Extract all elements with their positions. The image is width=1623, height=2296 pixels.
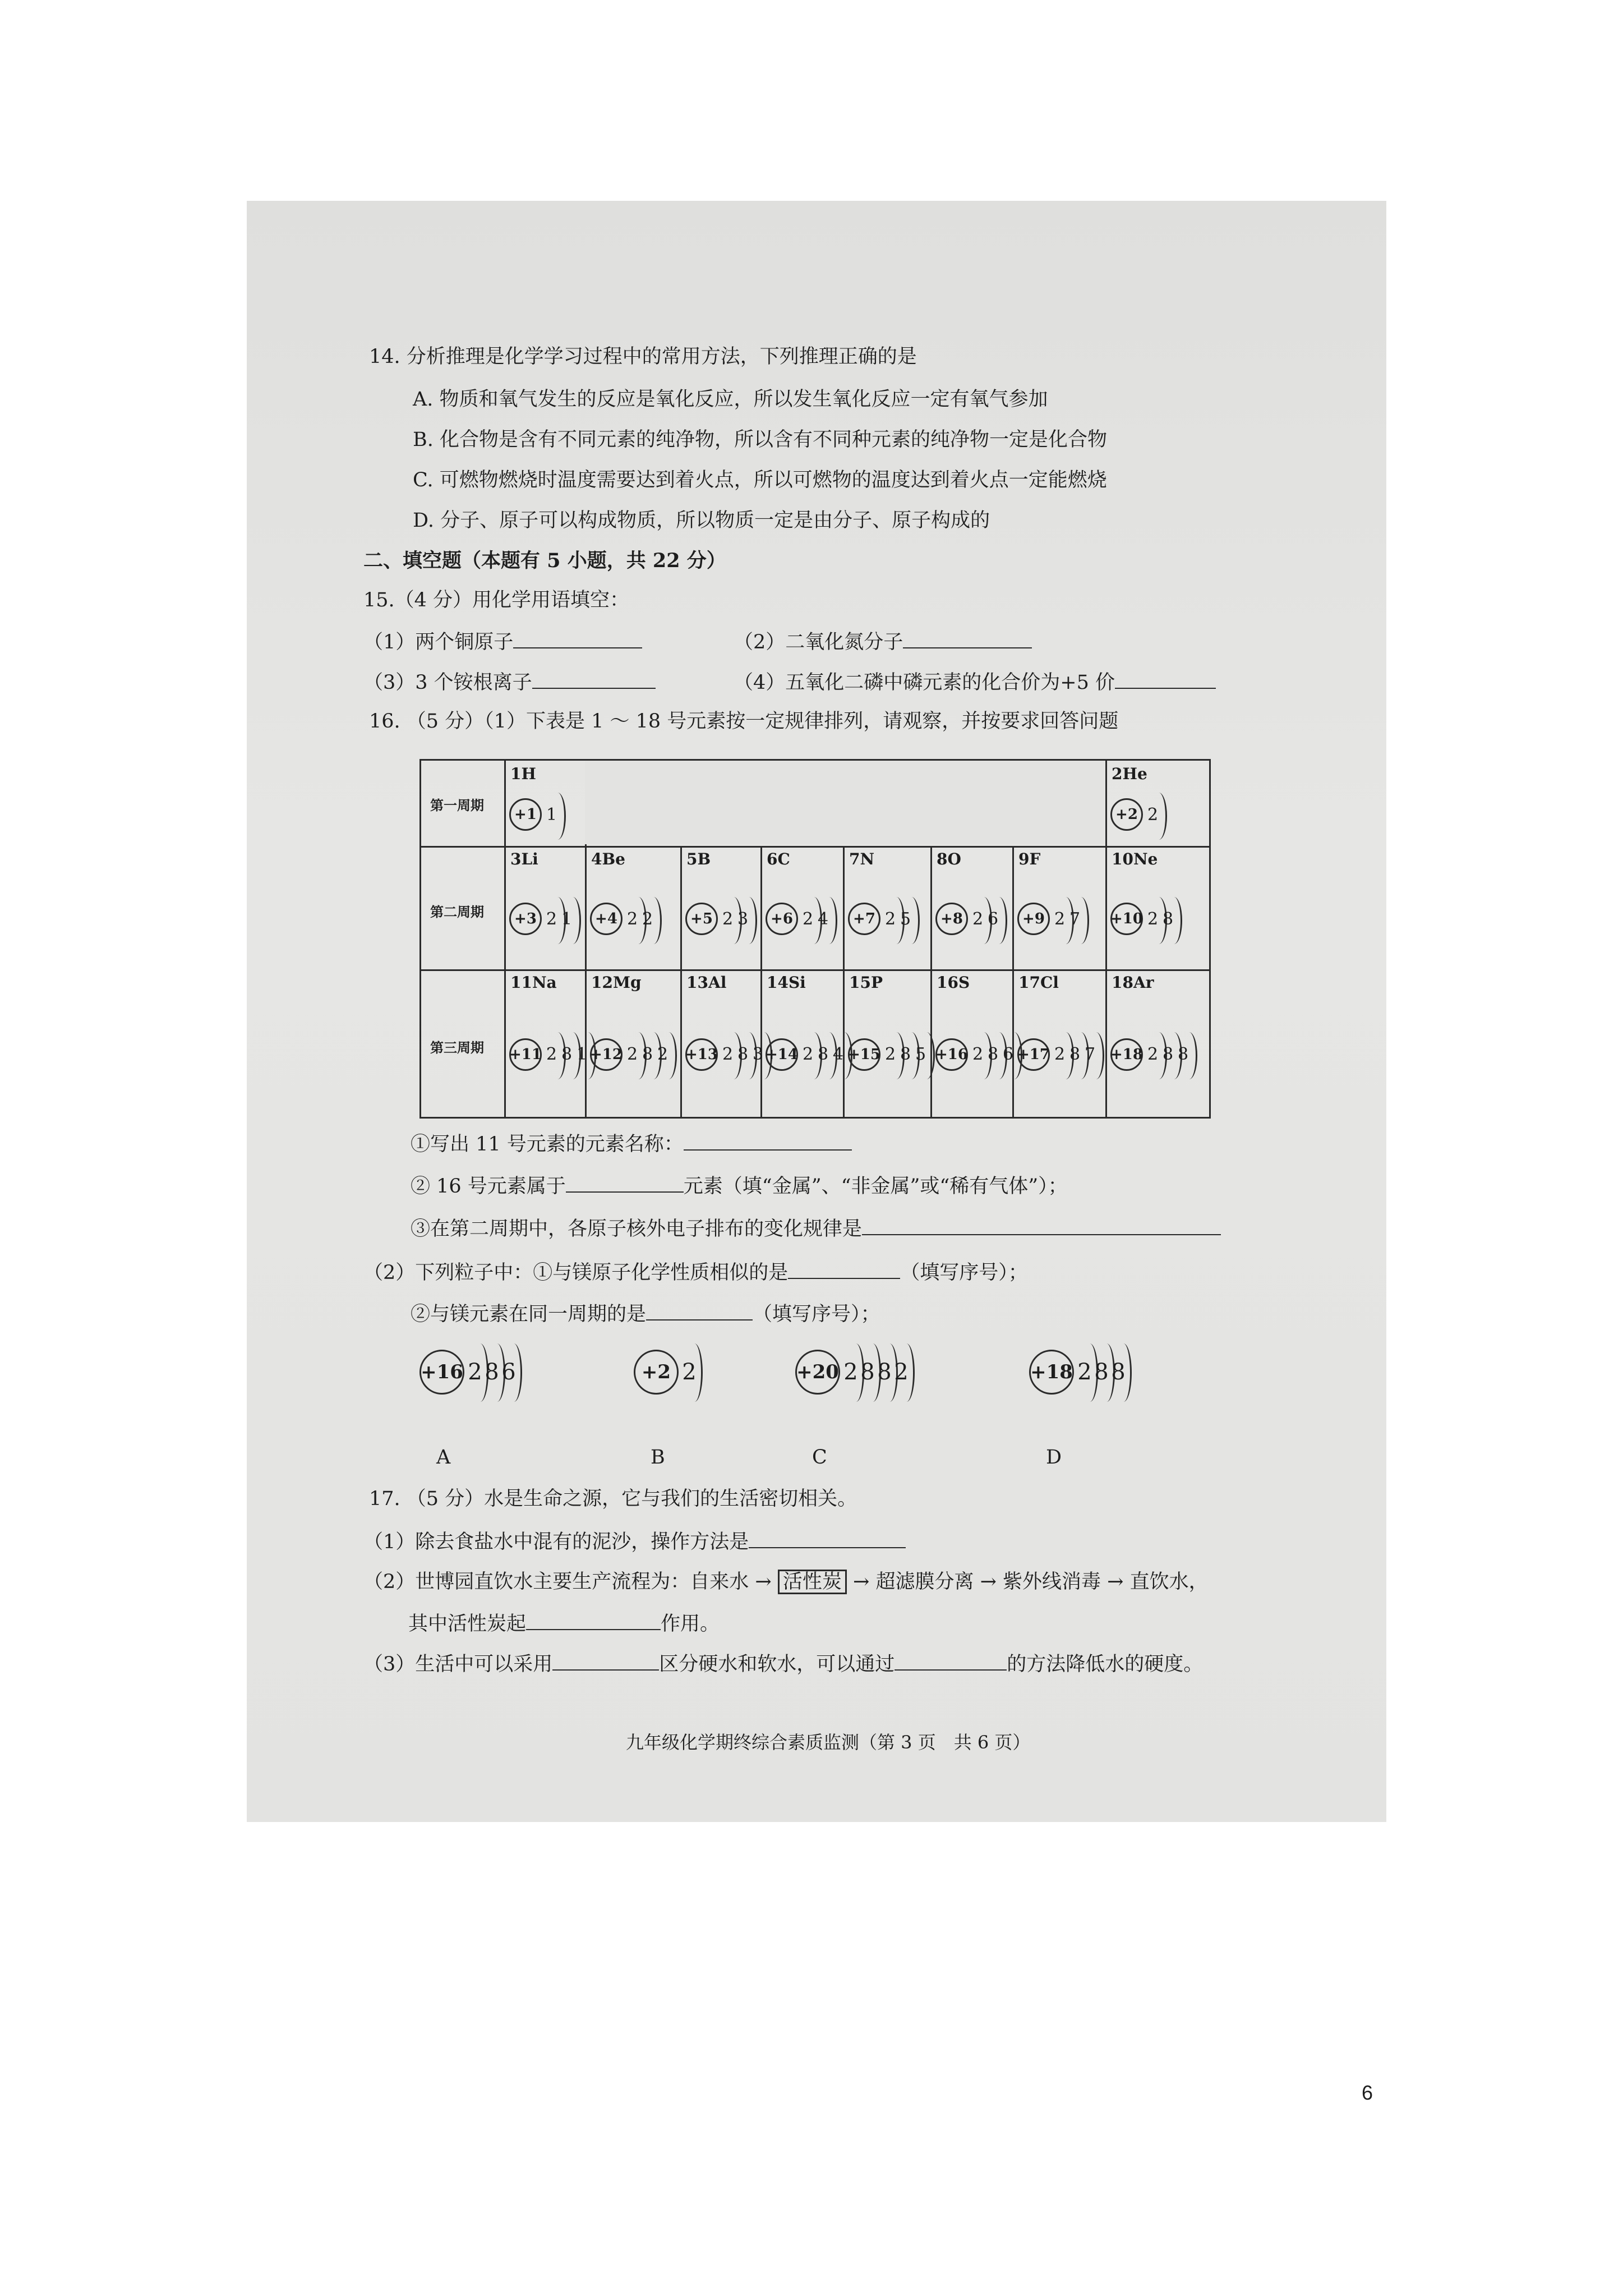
electron-shell-count: 2 [1145, 909, 1160, 929]
nucleus-charge: +15 [848, 1038, 880, 1071]
atom-structure-diagram [766, 1038, 846, 1071]
shell-arc [1115, 1343, 1132, 1402]
q14-option-d: D. 分子、原子可以构成物质，所以物质一定是由分子、原子构成的 [413, 509, 990, 532]
electron-shell-count: 8 [1160, 1045, 1175, 1064]
electron-shell-count: 2 [970, 909, 985, 929]
electron-shell-count: 8 [1160, 909, 1175, 929]
element-cell [587, 848, 680, 969]
element-cell [506, 971, 588, 1117]
atom-structure-diagram [766, 903, 831, 935]
q14-option-b: B. 化合物是含有不同元素的纯净物，所以含有不同种元素的纯净物一定是化合物 [413, 429, 1107, 451]
nucleus-charge: +2 [634, 1350, 679, 1395]
atom-structure-diagram [1017, 1038, 1098, 1071]
q15-item-4: （4）五氧化二磷中磷元素的化合价为+5 价 [734, 669, 1216, 695]
electron-shell-count: 8 [898, 1045, 913, 1064]
electron-shell-count: 2 [1076, 1359, 1093, 1385]
electron-shell-count: 5 [898, 909, 913, 929]
atom-structure-diagram [590, 903, 655, 935]
shell-arc [1088, 1032, 1104, 1079]
atom-structure-diagram [1110, 798, 1160, 831]
nucleus-charge: +9 [1017, 903, 1050, 935]
shell-arc [991, 897, 1007, 944]
period-label: 第三周期 [430, 1039, 484, 1056]
q16-sub2: ② 16 号元素属于 元素（填“金属”、“非金属”或“稀有气体”）； [411, 1172, 1068, 1199]
element-symbol: 17Cl [1018, 973, 1059, 992]
electron-shell-count: 6 [985, 909, 1000, 929]
electron-shell-count: 2 [883, 909, 898, 929]
shell-arc [821, 897, 837, 944]
q15-item-3: （3）3 个铵根离子 [363, 669, 656, 695]
element-symbol: 16S [937, 973, 970, 992]
electron-shell-count: 2 [1145, 1045, 1160, 1064]
q14-stem: 14. 分析推理是化学学习过程中的常用方法，下列推理正确的是 [369, 346, 917, 368]
element-cell [762, 848, 843, 969]
atom-structure-diagram [419, 1350, 517, 1395]
nucleus-charge: +8 [935, 903, 968, 935]
q15-item-1: （1）两个铜原子 [363, 628, 642, 655]
element-symbol: 11Na [510, 973, 557, 992]
q16-sub3: ③在第二周期中，各原子核外电子排布的变化规律是 [411, 1215, 1221, 1241]
empty-period-1-gap [585, 761, 1105, 844]
element-symbol: 6C [767, 850, 790, 868]
electron-shell-count: 8 [640, 1045, 655, 1064]
electron-shell-count: 8 [559, 1045, 574, 1064]
element-symbol: 10Ne [1112, 850, 1158, 868]
q16-part2b: ②与镁元素在同一周期的是 （填写序号）； [411, 1300, 880, 1327]
electron-shell-count: 2 [893, 1359, 910, 1385]
atom-structure-diagram [509, 903, 574, 935]
nucleus-charge: +3 [509, 903, 542, 935]
element-cell [932, 971, 1012, 1117]
electron-shell-count: 3 [735, 909, 750, 929]
q16-stem: 16. （5 分）（1）下表是 1 ～ 18 号元素按一定规律排列，请观察，并按要求回答问题 [369, 710, 1119, 733]
shell-arc [741, 897, 757, 944]
electron-shell-count: 2 [720, 909, 735, 929]
electron-shell-count: 2 [970, 1045, 985, 1064]
electron-shell-count: 8 [859, 1359, 876, 1385]
element-cell [587, 971, 680, 1117]
electron-shell-count: 1 [559, 909, 574, 929]
element-cell [932, 848, 1012, 969]
nucleus-charge: +17 [1017, 1038, 1050, 1071]
shell-arc [686, 1343, 703, 1402]
electron-shell-count: 8 [985, 1045, 1000, 1064]
electron-shell-count: 8 [483, 1359, 500, 1385]
nucleus-charge: +6 [766, 903, 798, 935]
element-cell [506, 762, 585, 846]
element-cell [1014, 848, 1105, 969]
q15-stem: 15.（4 分）用化学用语填空： [363, 589, 630, 611]
electron-shell-count: 7 [1067, 909, 1082, 929]
element-symbol: 18Ar [1112, 973, 1154, 992]
q16-sub1: ①写出 11 号元素的元素名称： [411, 1130, 852, 1157]
element-symbol: 4Be [591, 850, 625, 868]
nucleus-charge: +18 [1110, 1038, 1143, 1071]
electron-shell-count: 2 [842, 1359, 859, 1385]
atom-structure-diagram [1110, 1038, 1191, 1071]
atom-structure-diagram [509, 798, 559, 831]
nucleus-charge: +13 [685, 1038, 718, 1071]
electron-shell-count: 8 [1110, 1359, 1127, 1385]
electron-shell-count: 2 [720, 1045, 735, 1064]
electron-shell-count: 2 [655, 1045, 670, 1064]
electron-shell-count: 8 [1175, 1045, 1191, 1064]
shell-arc [565, 897, 581, 944]
nucleus-charge: +12 [590, 1038, 623, 1071]
element-cell [1014, 971, 1105, 1117]
q15-item-2: （2）二氧化氮分子 [734, 628, 1032, 655]
electron-shell-count: 2 [800, 1045, 815, 1064]
nucleus-charge: +4 [590, 903, 623, 935]
atom-structure-diagram [935, 1038, 1016, 1071]
electron-shell-count: 6 [1000, 1045, 1016, 1064]
element-symbol: 5B [686, 850, 711, 868]
nucleus-charge: +16 [935, 1038, 968, 1071]
atom-structure-diagram [848, 903, 913, 935]
activated-carbon-box: 活性炭 [778, 1570, 847, 1594]
scanned-exam-page [247, 201, 1386, 1822]
shell-arc [1073, 897, 1089, 944]
period-label: 第一周期 [430, 797, 484, 813]
electron-shell-count: 2 [800, 909, 815, 929]
electron-shell-count: 2 [1052, 1045, 1067, 1064]
electron-shell-count: 8 [1093, 1359, 1110, 1385]
shell-arc [1181, 1032, 1197, 1079]
element-symbol: 2He [1112, 765, 1147, 783]
electron-shell-count: 8 [1067, 1045, 1082, 1064]
atom-structure-diagram [509, 1038, 589, 1071]
page-footer: 九年级化学期终综合素质监测（第 3 页 共 6 页） [626, 1732, 1031, 1753]
element-symbol: 12Mg [591, 973, 642, 992]
electron-shell-count: 2 [1052, 909, 1067, 929]
q17-part3: （3）生活中可以采用 区分硬水和软水，可以通过 的方法降低水的硬度。 [363, 1650, 1203, 1677]
electron-shell-count: 7 [1082, 1045, 1098, 1064]
electron-shell-count: 5 [913, 1045, 928, 1064]
q16-part2a: （2）下列粒子中：①与镁原子化学性质相似的是 （填写序号）； [363, 1259, 1028, 1285]
element-cell [682, 971, 764, 1117]
particle-label: A [436, 1446, 451, 1469]
atom-structure-diagram [685, 1038, 766, 1071]
particle-label: D [1046, 1446, 1062, 1469]
shell-arc [1151, 793, 1167, 840]
particle-label: C [812, 1446, 827, 1469]
electron-shell-count: 8 [735, 1045, 750, 1064]
element-cell [506, 848, 585, 969]
nucleus-charge: +16 [419, 1350, 464, 1395]
nucleus-charge: +2 [1110, 798, 1143, 831]
nucleus-charge: +5 [685, 903, 718, 935]
element-symbol: 7N [849, 850, 875, 868]
q17-part2: （2）世博园直饮水主要生产流程为：自来水 → 活性炭 → 超滤膜分离 → 紫外线消毒 → 直饮水， [363, 1571, 1209, 1593]
element-cell [682, 848, 760, 969]
shell-arc [903, 897, 920, 944]
shell-arc [898, 1343, 915, 1402]
electron-shell-count: 2 [625, 1045, 640, 1064]
nucleus-charge: +1 [509, 798, 542, 831]
electron-shell-count: 8 [876, 1359, 893, 1385]
electron-shell-count: 2 [681, 1359, 698, 1385]
shell-arc [506, 1343, 522, 1402]
atom-structure-diagram [1029, 1350, 1127, 1395]
element-symbol: 13Al [686, 973, 727, 992]
nucleus-charge: +11 [509, 1038, 542, 1071]
shell-arc [645, 897, 662, 944]
nucleus-charge: +10 [1110, 903, 1143, 935]
element-symbol: 9F [1018, 850, 1041, 868]
q17-stem: 17. （5 分）水是生命之源，它与我们的生活密切相关。 [369, 1488, 857, 1510]
atom-structure-diagram [795, 1350, 910, 1395]
element-symbol: 3Li [510, 850, 538, 868]
element-symbol: 1H [510, 765, 536, 783]
atom-structure-diagram [685, 903, 750, 935]
electron-shell-count: 6 [500, 1359, 517, 1385]
section-heading: 二、填空题（本题有 5 小题，共 22 分） [363, 549, 726, 572]
electron-shell-count: 2 [625, 909, 640, 929]
element-cell [1107, 971, 1209, 1117]
electron-shell-count: 2 [544, 909, 559, 929]
atom-structure-diagram [848, 1038, 928, 1071]
nucleus-charge: +18 [1029, 1350, 1074, 1395]
element-cell [1107, 762, 1209, 846]
electron-shell-count: 2 [544, 1045, 559, 1064]
electron-shell-count: 1 [544, 805, 559, 825]
q14-option-c: C. 可燃物燃烧时温度需要达到着火点，所以可燃物的温度达到着火点一定能燃烧 [413, 469, 1107, 491]
element-cell [762, 971, 843, 1117]
electron-shell-count: 2 [883, 1045, 898, 1064]
page-number: 6 [1362, 2081, 1373, 2104]
particle-label: B [651, 1446, 665, 1469]
atom-structure-diagram [1110, 903, 1175, 935]
atom-structure-diagram [1017, 903, 1082, 935]
electron-shell-count: 2 [467, 1359, 483, 1385]
electron-shell-count: 8 [815, 1045, 831, 1064]
element-symbol: 8O [937, 850, 961, 868]
atom-structure-diagram [935, 903, 1000, 935]
nucleus-charge: +20 [795, 1350, 840, 1395]
q14-option-a: A. 物质和氧气发生的反应是氧化反应，所以发生氧化反应一定有氧气参加 [413, 388, 1048, 411]
atom-structure-diagram [590, 1038, 670, 1071]
element-cell [845, 971, 930, 1117]
shell-arc [550, 793, 566, 840]
electron-shell-count: 4 [815, 909, 831, 929]
element-symbol: 14Si [767, 973, 806, 992]
element-symbol: 15P [849, 973, 883, 992]
shell-arc [1166, 897, 1182, 944]
period-label: 第二周期 [430, 904, 484, 920]
electron-shell-count: 1 [574, 1045, 589, 1064]
electron-shell-count: 4 [831, 1045, 846, 1064]
q17-part1: （1）除去食盐水中混有的泥沙，操作方法是 [363, 1528, 906, 1554]
nucleus-charge: +7 [848, 903, 880, 935]
nucleus-charge: +14 [766, 1038, 798, 1071]
q17-part2-tail: 其中活性炭起 作用。 [408, 1610, 720, 1636]
element-cell [1107, 848, 1209, 969]
shell-arc [661, 1032, 677, 1079]
electron-shell-count: 3 [750, 1045, 766, 1064]
electron-shell-count: 2 [1145, 805, 1160, 825]
electron-shell-count: 2 [640, 909, 655, 929]
periodic-table [419, 759, 1211, 1119]
element-cell [845, 848, 930, 969]
atom-structure-diagram [634, 1350, 698, 1395]
